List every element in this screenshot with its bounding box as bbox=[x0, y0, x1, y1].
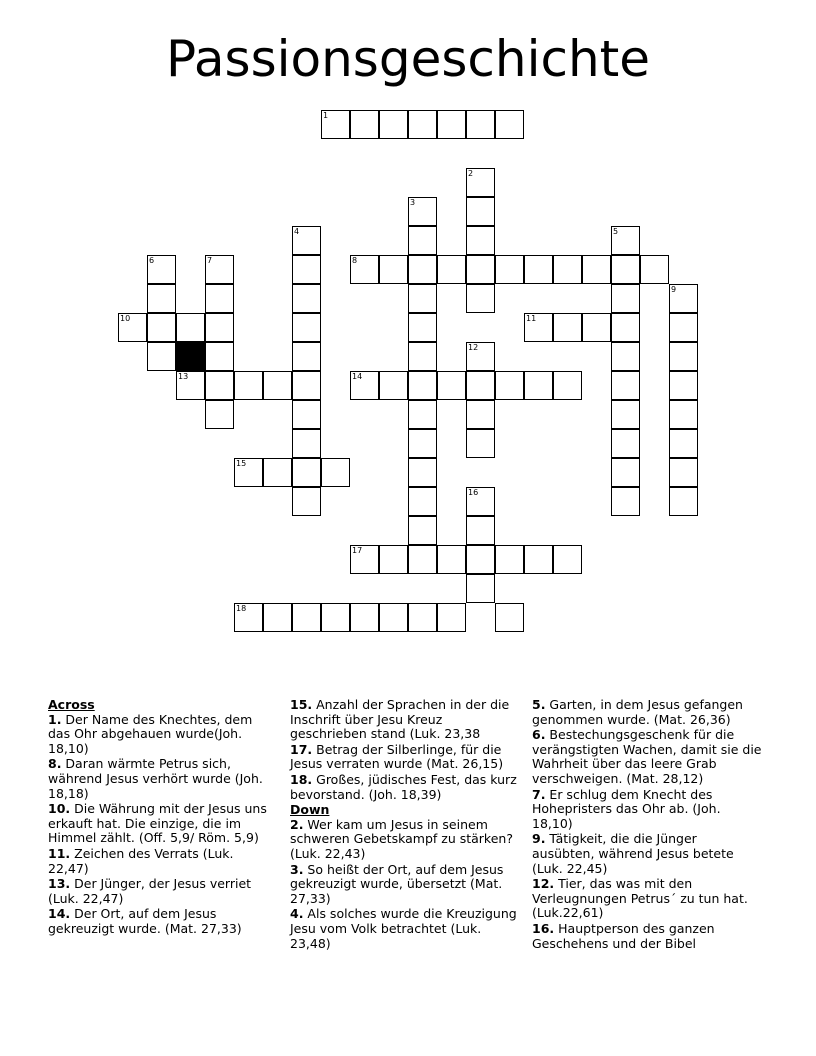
grid-cell[interactable] bbox=[466, 371, 495, 400]
clue-number: 2 bbox=[468, 169, 474, 178]
grid-cell[interactable] bbox=[292, 371, 321, 400]
grid-cell[interactable] bbox=[611, 458, 640, 487]
clue-item-number: 1. bbox=[48, 711, 62, 727]
clue-item-number: 8. bbox=[48, 756, 62, 772]
grid-cell[interactable] bbox=[350, 255, 379, 284]
grid-cell[interactable] bbox=[205, 284, 234, 313]
clue-item-text: Als solches wurde die Kreuzigung Jesu vom Volk betrachtet (Luk. 23,48) bbox=[290, 906, 517, 951]
clue-item bbox=[48, 802, 278, 846]
clue-item bbox=[48, 847, 278, 876]
clue-item-number: 10. bbox=[48, 801, 71, 817]
grid-cell[interactable] bbox=[669, 400, 698, 429]
grid-cell[interactable] bbox=[495, 545, 524, 574]
grid-cell[interactable] bbox=[408, 226, 437, 255]
clue-number: 7 bbox=[207, 256, 213, 265]
clue-item-number: 6. bbox=[532, 727, 546, 743]
black-cell bbox=[176, 342, 205, 371]
clue-item bbox=[48, 907, 278, 936]
grid-cell[interactable] bbox=[408, 255, 437, 284]
grid-cell[interactable] bbox=[640, 255, 669, 284]
clue-item-text: Garten, in dem Jesus gefangen genommen wurde. (Mat. 26,36) bbox=[532, 697, 743, 727]
grid-cell[interactable] bbox=[611, 400, 640, 429]
clue-item-number: 16. bbox=[532, 920, 555, 936]
clue-item-number: 13. bbox=[48, 876, 71, 892]
grid-cell[interactable] bbox=[466, 284, 495, 313]
grid-cell[interactable] bbox=[553, 545, 582, 574]
clue-number: 6 bbox=[149, 256, 155, 265]
clue-item-text: Der Jünger, der Jesus verriet (Luk. 22,47) bbox=[48, 876, 252, 906]
grid-cell[interactable] bbox=[147, 342, 176, 371]
clue-number: 4 bbox=[294, 227, 300, 236]
grid-cell[interactable] bbox=[350, 110, 379, 139]
grid-cell[interactable] bbox=[379, 110, 408, 139]
grid-cell[interactable] bbox=[495, 603, 524, 632]
clue-number: 5 bbox=[613, 227, 619, 236]
grid-cell[interactable] bbox=[466, 516, 495, 545]
clue-number: 16 bbox=[468, 488, 479, 497]
grid-cell[interactable] bbox=[292, 400, 321, 429]
grid-cell[interactable] bbox=[437, 545, 466, 574]
grid-cell[interactable] bbox=[350, 371, 379, 400]
grid-cell[interactable] bbox=[437, 371, 466, 400]
clue-item-number: 9. bbox=[532, 831, 546, 847]
clue-item-number: 17. bbox=[290, 741, 313, 757]
page-title: Passionsgeschichte bbox=[165, 30, 651, 88]
clues-column-2 bbox=[290, 698, 520, 952]
clue-item bbox=[532, 832, 762, 876]
grid-cell[interactable] bbox=[408, 197, 437, 226]
clue-number: 9 bbox=[671, 285, 677, 294]
grid-cell[interactable] bbox=[379, 371, 408, 400]
grid-cell[interactable] bbox=[292, 284, 321, 313]
grid-cell[interactable] bbox=[408, 313, 437, 342]
grid-cell[interactable] bbox=[669, 458, 698, 487]
grid-cell[interactable] bbox=[408, 487, 437, 516]
clue-item-text: Großes, jüdisches Fest, das kurz bevorstand. (Joh. 18,39) bbox=[290, 771, 517, 802]
clue-number: 8 bbox=[352, 256, 358, 265]
clue-item-text: Der Ort, auf dem Jesus gekreuzigt wurde. (Mat. 27,33) bbox=[48, 906, 242, 936]
clue-item bbox=[290, 698, 520, 742]
clue-item bbox=[290, 743, 520, 772]
clue-item-number: 14. bbox=[48, 906, 71, 922]
grid-cell[interactable] bbox=[234, 458, 263, 487]
clue-item-number: 4. bbox=[290, 906, 304, 922]
clue-item bbox=[48, 713, 278, 757]
grid-cell[interactable] bbox=[234, 371, 263, 400]
clue-item bbox=[48, 877, 278, 906]
grid-cell[interactable] bbox=[205, 342, 234, 371]
clue-item-text: Tätigkeit, die die Jünger ausübten, während Jesus betete (Luk. 22,45) bbox=[532, 831, 734, 876]
grid-cell[interactable] bbox=[669, 429, 698, 458]
grid-cell[interactable] bbox=[263, 371, 292, 400]
grid-cell[interactable] bbox=[408, 342, 437, 371]
grid-cell[interactable] bbox=[408, 429, 437, 458]
clue-item-number: 12. bbox=[532, 876, 555, 892]
grid-cell[interactable] bbox=[205, 400, 234, 429]
grid-cell[interactable] bbox=[466, 168, 495, 197]
clue-number: 12 bbox=[468, 343, 479, 352]
grid-cell[interactable] bbox=[437, 603, 466, 632]
grid-cell[interactable] bbox=[350, 545, 379, 574]
grid-cell[interactable] bbox=[205, 255, 234, 284]
grid-cell[interactable] bbox=[234, 603, 263, 632]
grid-cell[interactable] bbox=[524, 255, 553, 284]
clue-item bbox=[532, 698, 762, 727]
clues-column-1 bbox=[48, 698, 278, 938]
clue-item-number: 2. bbox=[290, 816, 304, 832]
clue-number: 18 bbox=[236, 604, 247, 613]
clue-item-text: Betrag der Silberlinge, für die Jesus verraten wurde (Mat. 26,15) bbox=[290, 741, 504, 772]
grid-cell[interactable] bbox=[437, 110, 466, 139]
grid-cell[interactable] bbox=[466, 400, 495, 429]
grid-cell[interactable] bbox=[466, 110, 495, 139]
grid-cell[interactable] bbox=[466, 197, 495, 226]
clue-item-number: 18. bbox=[290, 771, 313, 787]
grid-cell[interactable] bbox=[669, 487, 698, 516]
grid-cell[interactable] bbox=[524, 371, 553, 400]
grid-cell[interactable] bbox=[669, 342, 698, 371]
grid-cell[interactable] bbox=[408, 603, 437, 632]
clue-item-text: Daran wärmte Petrus sich, während Jesus verhört wurde (Joh. 18,18) bbox=[48, 756, 263, 801]
grid-cell[interactable] bbox=[350, 603, 379, 632]
grid-cell[interactable] bbox=[466, 545, 495, 574]
grid-cell[interactable] bbox=[495, 255, 524, 284]
grid-cell[interactable] bbox=[292, 603, 321, 632]
clue-item bbox=[290, 773, 520, 802]
grid-cell[interactable] bbox=[524, 545, 553, 574]
clue-item bbox=[48, 757, 278, 801]
grid-cell[interactable] bbox=[176, 313, 205, 342]
grid-cell[interactable] bbox=[408, 516, 437, 545]
grid-cell[interactable] bbox=[466, 574, 495, 603]
clue-number: 14 bbox=[352, 372, 363, 381]
clue-item-number: 11. bbox=[48, 845, 71, 861]
grid-cell[interactable] bbox=[611, 371, 640, 400]
clue-item-number: 5. bbox=[532, 697, 546, 712]
grid-cell[interactable] bbox=[292, 313, 321, 342]
grid-cell[interactable] bbox=[118, 313, 147, 342]
clues-column-3 bbox=[532, 698, 762, 952]
grid-cell[interactable] bbox=[524, 313, 553, 342]
grid-cell[interactable] bbox=[292, 429, 321, 458]
clue-item bbox=[532, 877, 762, 921]
grid-cell[interactable] bbox=[553, 371, 582, 400]
grid-cell[interactable] bbox=[553, 255, 582, 284]
clue-number: 17 bbox=[352, 546, 363, 555]
clue-item bbox=[532, 788, 762, 832]
clue-item-text: Tier, das was mit den Verleugnungen Petrus´ zu tun hat. (Luk.22,61) bbox=[532, 876, 748, 921]
grid-cell[interactable] bbox=[379, 545, 408, 574]
clue-number: 1 bbox=[323, 111, 329, 120]
grid-cell[interactable] bbox=[611, 342, 640, 371]
clue-number: 3 bbox=[410, 198, 416, 207]
grid-cell[interactable] bbox=[611, 429, 640, 458]
grid-cell[interactable] bbox=[263, 603, 292, 632]
grid-cell[interactable] bbox=[205, 313, 234, 342]
grid-cell[interactable] bbox=[205, 371, 234, 400]
grid-cell[interactable] bbox=[466, 226, 495, 255]
grid-cell[interactable] bbox=[379, 603, 408, 632]
grid-cell[interactable] bbox=[466, 255, 495, 284]
clue-number: 10 bbox=[120, 314, 131, 323]
grid-cell[interactable] bbox=[292, 226, 321, 255]
clue-section-header: Down bbox=[290, 802, 330, 818]
clue-item-text: Die Währung mit der Jesus uns erkauft hat. Die einzige, die im Himmel zählt. (Off. 5,9/ Röm. 5,9) bbox=[48, 801, 267, 846]
grid-cell[interactable] bbox=[292, 342, 321, 371]
clue-item bbox=[532, 922, 762, 951]
grid-cell[interactable] bbox=[408, 110, 437, 139]
clue-item-text: Hauptperson des ganzen Geschehens und der Bibel bbox=[532, 920, 715, 951]
grid-cell[interactable] bbox=[147, 313, 176, 342]
grid-cell[interactable] bbox=[408, 400, 437, 429]
grid-cell[interactable] bbox=[379, 255, 408, 284]
grid-cell[interactable] bbox=[292, 458, 321, 487]
grid-cell[interactable] bbox=[263, 458, 292, 487]
grid-cell[interactable] bbox=[495, 110, 524, 139]
clue-item-number: 15. bbox=[290, 697, 313, 712]
clue-item bbox=[290, 818, 520, 862]
grid-cell[interactable] bbox=[292, 487, 321, 516]
grid-cell[interactable] bbox=[611, 226, 640, 255]
clue-item bbox=[290, 907, 520, 951]
grid-cell[interactable] bbox=[495, 371, 524, 400]
grid-cell[interactable] bbox=[611, 255, 640, 284]
clue-item-text: Anzahl der Sprachen in der die Inschrift über Jesu Kreuz geschrieben stand (Luk. 23,38 bbox=[290, 697, 510, 742]
grid-cell[interactable] bbox=[147, 284, 176, 313]
clue-item-number: 7. bbox=[532, 786, 546, 802]
grid-cell[interactable] bbox=[611, 313, 640, 342]
grid-cell[interactable] bbox=[582, 313, 611, 342]
clue-item-text: So heißt der Ort, auf dem Jesus gekreuzigt wurde, übersetzt (Mat. 27,33) bbox=[290, 861, 504, 906]
clue-item-text: Der Name des Knechtes, dem das Ohr abgehauen wurde(Joh. 18,10) bbox=[48, 711, 253, 756]
clue-item-text: Bestechungsgeschenk für die verängstigten Wachen, damit sie die Wahrheit über das leere Grab verschweigen. (Mat. 28,12) bbox=[532, 727, 762, 786]
grid-cell[interactable] bbox=[611, 284, 640, 313]
grid-cell[interactable] bbox=[466, 487, 495, 516]
grid-cell[interactable] bbox=[321, 603, 350, 632]
grid-cell[interactable] bbox=[408, 284, 437, 313]
grid-cell[interactable] bbox=[553, 313, 582, 342]
grid-cell[interactable] bbox=[408, 545, 437, 574]
grid-cell[interactable] bbox=[466, 429, 495, 458]
grid-cell[interactable] bbox=[611, 487, 640, 516]
grid-cell[interactable] bbox=[669, 313, 698, 342]
grid-cell[interactable] bbox=[408, 458, 437, 487]
clue-item bbox=[532, 728, 762, 786]
grid-cell[interactable] bbox=[582, 255, 611, 284]
clue-item-number: 3. bbox=[290, 861, 304, 877]
grid-cell[interactable] bbox=[176, 371, 205, 400]
clue-item-text: Zeichen des Verrats (Luk. 22,47) bbox=[48, 845, 234, 876]
grid-cell[interactable] bbox=[669, 371, 698, 400]
grid-cell[interactable] bbox=[408, 371, 437, 400]
clue-number: 13 bbox=[178, 372, 189, 381]
clue-item-text: Er schlug dem Knecht des Hohepristers das Ohr ab. (Joh. 18,10) bbox=[532, 786, 721, 831]
grid-cell[interactable] bbox=[437, 255, 466, 284]
grid-cell[interactable] bbox=[669, 284, 698, 313]
clue-item bbox=[290, 863, 520, 907]
clue-number: 15 bbox=[236, 459, 247, 468]
clue-number: 11 bbox=[526, 314, 537, 323]
grid-cell[interactable] bbox=[147, 255, 176, 284]
grid-cell[interactable] bbox=[321, 458, 350, 487]
grid-cell[interactable] bbox=[321, 110, 350, 139]
clue-section-header: Across bbox=[48, 697, 95, 712]
grid-cell[interactable] bbox=[292, 255, 321, 284]
grid-cell[interactable] bbox=[466, 342, 495, 371]
clue-item-text: Wer kam um Jesus in seinem schweren Gebetskampf zu stärken? (Luk. 22,43) bbox=[290, 816, 513, 861]
